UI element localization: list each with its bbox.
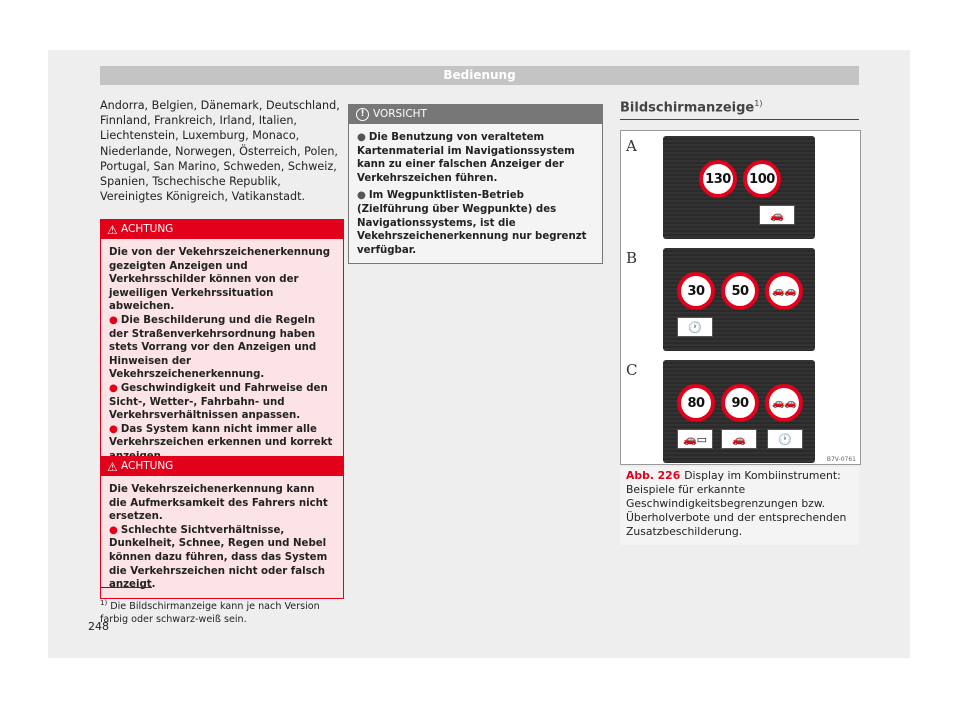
footnote-rule bbox=[100, 587, 152, 588]
footnote-mark: 1) bbox=[100, 599, 108, 607]
warning-label: ACHTUNG bbox=[121, 460, 174, 472]
footnote-ref: 1) bbox=[754, 99, 763, 108]
warning-bullet: ● Geschwindigkeit und Fahrweise den Sicht-, Wetter-, Fahrbahn- und Verkehrsverhältnissen anpassen. bbox=[109, 382, 328, 422]
row-letter: A bbox=[626, 137, 637, 155]
caption-label: Abb. 226 bbox=[626, 469, 681, 482]
speed-limit-sign: 130 bbox=[699, 160, 737, 198]
warning-label: ACHTUNG bbox=[121, 223, 174, 235]
warning-triangle-icon: ⚠ bbox=[107, 460, 118, 474]
warning-header bbox=[101, 220, 343, 239]
caution-bullet: ● Im Wegpunktlisten-Betrieb (Zielführung über Wegpunkte) des Navigationssystems, ist die Vekehrszeichenerkennung nur begrenzt verfügbar. bbox=[357, 190, 587, 256]
figure-row-a bbox=[621, 131, 860, 241]
caution-header bbox=[349, 105, 602, 124]
caution-box bbox=[348, 104, 603, 264]
car-trailer-icon: 🚗▭ bbox=[677, 429, 713, 449]
caution-body bbox=[349, 124, 602, 263]
warning-intro: Die von der Vekehrszeichenerkennung gezeigten Anzeigen und Verkehrsschilder können von der jeweiligen Verkehrssituation abweichen. bbox=[109, 247, 331, 313]
caution-label: VORSICHT bbox=[373, 108, 427, 120]
clock-icon: 🕐 bbox=[767, 429, 803, 449]
speed-limit-sign: 50 bbox=[721, 272, 759, 310]
figure-code: B7V-0761 bbox=[826, 456, 856, 463]
no-overtaking-sign-icon: 🚗🚗 bbox=[765, 272, 803, 310]
row-letter: B bbox=[626, 249, 638, 267]
intro-column bbox=[100, 98, 342, 204]
car-icon: 🚗 bbox=[759, 205, 795, 225]
footnote bbox=[100, 597, 342, 626]
speed-limit-sign: 30 bbox=[677, 272, 715, 310]
figure-display bbox=[620, 130, 861, 465]
bullet-icon: ● bbox=[357, 190, 366, 202]
row-letter: C bbox=[626, 361, 638, 379]
figure-caption bbox=[620, 467, 859, 545]
warning-bullet: ● Das System kann nicht immer alle Verkehrszeichen erkennen und korrekt bbox=[109, 423, 333, 449]
page-header: Bedienung bbox=[100, 66, 859, 85]
bullet-icon: ● bbox=[109, 314, 118, 326]
speed-limit-sign: 100 bbox=[743, 160, 781, 198]
caution-bullet: ● Die Benutzung von veraltetem Kartenmaterial im Navigationssystem kann zu einer falschen Anzeiger der Verkehrszeichen führen. bbox=[357, 132, 575, 184]
footnote-text: Die Bildschirmanzeige kann je nach Version farbig oder schwarz-weiß sein. bbox=[100, 601, 320, 625]
warning-triangle-icon: ⚠ bbox=[107, 223, 118, 237]
info-circle-icon: ! bbox=[356, 108, 369, 121]
speed-limit-sign: 80 bbox=[677, 384, 715, 422]
no-overtaking-sign-icon: 🚗🚗 bbox=[765, 384, 803, 422]
warning-box-1 bbox=[100, 219, 344, 471]
display-screen bbox=[663, 248, 815, 351]
warning-bullet: ● Schlechte Sichtverhältnisse, Dunkelheit, Schnee, Regen und Nebel können dazu führen, dass das System die Verkehrszeichen nicht oder falsch anzeigt. bbox=[109, 524, 328, 591]
warning-intro: Die Vekehrszeichenerkennung kann die Aufmerksamkeit des Fahrers nicht ersetzen. bbox=[109, 484, 328, 523]
figure-row-b bbox=[621, 243, 860, 353]
figure-row-c bbox=[621, 355, 860, 465]
caption-text: Display im Kombiinstrument: Beispiele für erkannte Geschwindigkeitsbegrenzungen bzw. Überholverbote und der entsprechenden Zusatzbeschilderung. bbox=[626, 469, 847, 538]
warning-bullet: ● Die Beschilderung und die Regeln der Straßenverkehrsordnung haben stets Vorrang vor den Anzeigen und Hinweisen der Vekehrszeichenerkennung. bbox=[109, 314, 317, 381]
speed-limit-sign: 90 bbox=[721, 384, 759, 422]
section-title: Bildschirmanzeige$^{1)}$ bbox=[620, 99, 859, 120]
display-screen bbox=[663, 360, 815, 463]
warning-box-2 bbox=[100, 456, 344, 599]
bullet-icon: ● bbox=[109, 382, 118, 394]
car-icon: 🚗 bbox=[721, 429, 757, 449]
clock-icon: 🕐 bbox=[677, 317, 713, 337]
display-screen bbox=[663, 136, 815, 239]
bullet-icon: ● bbox=[109, 423, 118, 435]
warning-body bbox=[101, 239, 343, 470]
bullet-icon: ● bbox=[109, 524, 118, 536]
bullet-icon: ● bbox=[357, 132, 366, 143]
page-number: 248 bbox=[88, 620, 109, 633]
warning-body bbox=[101, 476, 343, 598]
warning-header bbox=[101, 457, 343, 476]
country-list: Andorra, Belgien, Dänemark, Deutschland, Finnland, Frankreich, Irland, Italien, Liechtenstein, Luxemburg, Monaco, Niederlande, Norwegen, Österreich, Polen, Portugal, San Marino, Schweden, Schweiz, Spanien, Tschechische Republik, Vereinigtes Königreich, Vatikanstadt. bbox=[100, 99, 340, 204]
